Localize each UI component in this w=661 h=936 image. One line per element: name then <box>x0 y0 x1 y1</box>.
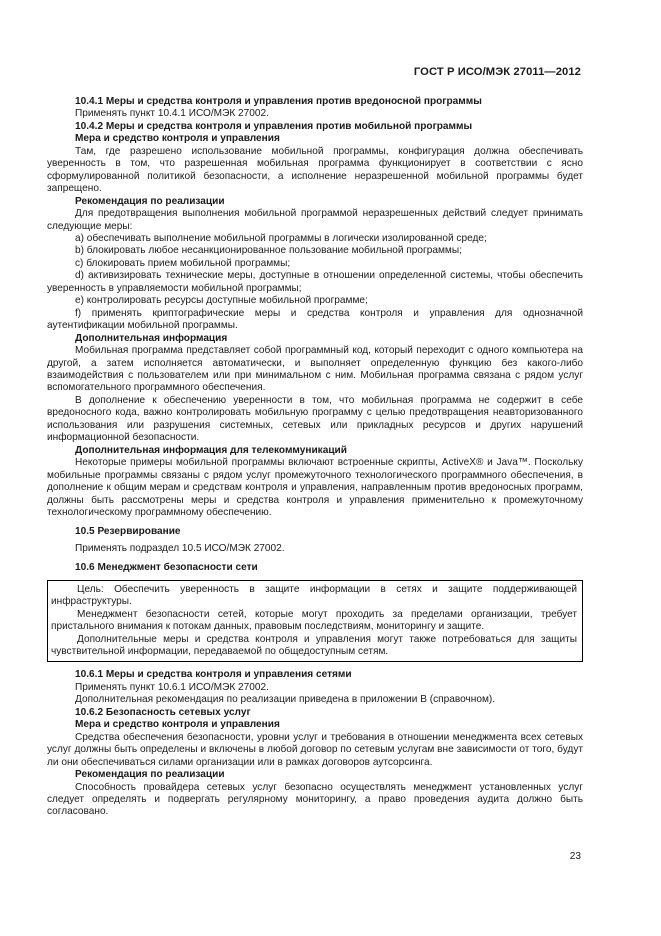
paragraph: Некоторые примеры мобильной программы включают встроенные скрипты, ActiveX® и Java™. Поскольку мобильные программы связаны с рядом услуг промежуточного технологического программного обеспечения, в дополнение к общим мерам и средствам контроля и управления, направленным против вредоносных программ, должны быть рассмотрены меры и средства контроля и управления применительно к промежуточному технологическому программному обеспечению. <box>47 457 583 518</box>
heading-10-6-1: 10.6.1 Меры и средства контроля и управления сетями <box>75 669 352 681</box>
paragraph: Для предотвращения выполнения мобильной программой неразрешенных действий следует принимать следующие меры: <box>47 208 583 232</box>
list-item: e) контролировать ресурсы доступные мобильной программе; <box>75 295 368 307</box>
paragraph: Применять пункт 10.4.1 ИСО/МЭК 27002. <box>75 108 269 120</box>
box-paragraph: Цель: Обеспечить уверенность в защите информации в сетях и защите поддерживающей инфраструктуры. <box>51 583 577 608</box>
document-body <box>47 96 583 819</box>
list-item: d) активизировать технические меры, доступные в отношении определенной системы, чтобы обеспечить уверенность в управляемости мобильной программы; <box>47 270 583 294</box>
list-item: c) блокировать прием мобильной программы; <box>75 257 291 269</box>
subheading-recommendation: Рекомендация по реализации <box>75 195 225 207</box>
subheading-additional-info: Дополнительная информация <box>75 332 228 344</box>
heading-10-4-1: 10.4.1 Меры и средства контроля и управления против вредоносной программы <box>75 96 482 107</box>
box-paragraph: Дополнительные меры и средства контроля и управления могут также потребоваться для защиты чувствительной информации, передаваемой по общедоступным сетям. <box>51 633 577 658</box>
paragraph: Мобильная программа представляет собой программный код, который переходит с одного компьютера на другой, а затем исполняется автоматически, и выполняет определенную функцию без какого-либо взаимодействия с пользователем или при минимальном с ним. Мобильная программа связана с рядом услуг вспомогательного программного обеспечения. <box>47 345 583 394</box>
subheading-telecom-info: Дополнительная информация для телекоммуникаций <box>75 444 347 456</box>
list-item: a) обеспечивать выполнение мобильной программы в логически изолированной среде; <box>75 232 487 244</box>
list-item: b) блокировать любое несанкционированное пользование мобильной программы; <box>75 245 462 257</box>
box-paragraph: Менеджмент безопасности сетей, которые могут проходить за пределами организации, требует пристального внимания к потокам данных, правовым последствиям, мониторингу и защите. <box>51 608 577 633</box>
paragraph: Способность провайдера сетевых услуг безопасно осуществлять менеджмент установленных услуг следует определять и подвергать регулярному мониторингу, а право проведения аудита должно быть согласовано. <box>47 781 583 818</box>
page-number: 23 <box>569 851 581 862</box>
paragraph: Применять пункт 10.6.1 ИСО/МЭК 27002. <box>75 681 269 693</box>
paragraph: Дополнительная рекомендация по реализации приведена в приложении В (справочном). <box>75 694 496 706</box>
subheading-measure: Мера и средство контроля и управления <box>75 719 280 731</box>
paragraph: Там, где разрешено использование мобильной программы, конфигурация должна обеспечивать уверенность в том, что разрешенная мобильная программа функционирует в соответствии с ясно сформулированной политикой безопасности, а исполнение неразрешенной мобильной программы будет запрещено. <box>47 145 583 195</box>
paragraph: Средства обеспечения безопасности, уровни услуг и требования в отношении менеджмента всех сетевых услуг должны быть определены и включены в любой договор по сетевым услугам вне зависимости от того, будут ли они обеспечиваться силами организации или в рамках договоров аутсорсинга. <box>47 731 583 768</box>
subheading-recommendation: Рекомендация по реализации <box>75 769 225 781</box>
heading-10-6-2: 10.6.2 Безопасность сетевых услуг <box>75 706 251 718</box>
paragraph: В дополнение к обеспечению уверенности в том, что мобильная программа не содержит в себе вредоносного кода, важно контролировать мобильную программу с целью предотвращения неавторизованного использования или разрушения системных, сетевых или прикладных ресурсов и других нарушений информационной безопасности. <box>47 394 583 444</box>
heading-10-6: 10.6 Менеджмент безопасности сети <box>75 562 258 574</box>
paragraph: Применять подраздел 10.5 ИСО/МЭК 27002. <box>75 542 285 554</box>
list-item: f) применять криптографические меры и средства контроля и управления для однозначной аутентификации мобильной программы. <box>47 307 583 332</box>
heading-10-4-2: 10.4.2 Меры и средства контроля и управления против мобильной программы <box>75 120 473 132</box>
document-header: ГОСТ Р ИСО/МЭК 27011—2012 <box>413 66 581 78</box>
subheading-measure: Мера и средство контроля и управления <box>75 133 280 145</box>
objective-box <box>47 580 583 663</box>
heading-10-5: 10.5 Резервирование <box>75 526 181 538</box>
